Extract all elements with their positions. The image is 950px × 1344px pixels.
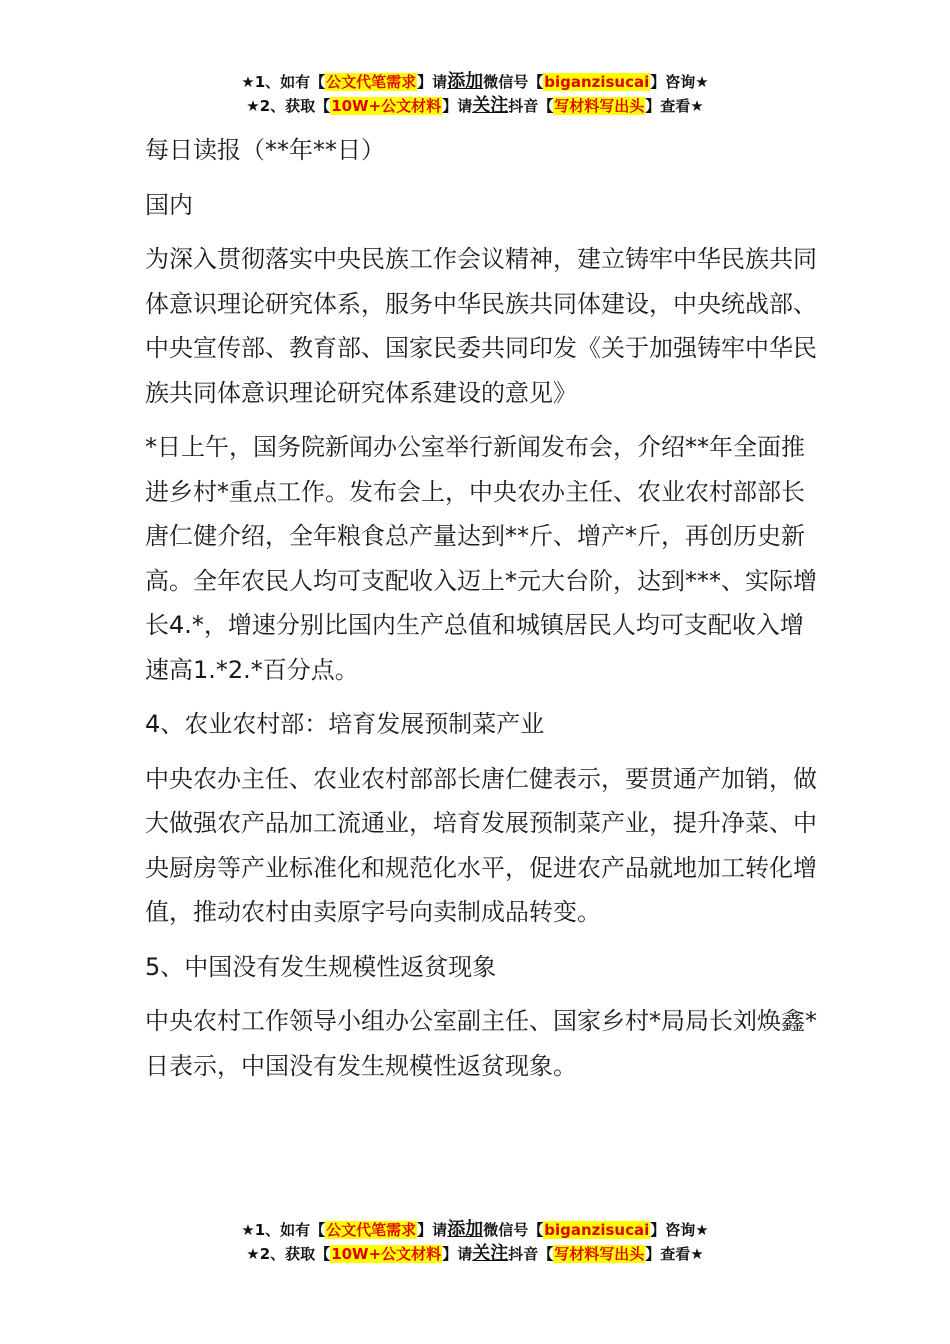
banner-wechat-id: biganzisucai (544, 1221, 650, 1239)
document-body (145, 128, 825, 1098)
section-heading: 国内 (145, 190, 193, 219)
footer-banner (0, 1218, 950, 1266)
banner-douyin-id: 写材料写出头 (554, 97, 645, 115)
banner-text: 】咨询★ (650, 1221, 709, 1239)
paragraph: *日上午，国务院新闻办公室举行新闻发布会，介绍**年全面推进乡村*重点工作。发布会上，中央农办主任、农业农村部部长唐仁健介绍，全年粮食总产量达到**斤、增产*斤，再创历史新高。全年农民人均可支配收入迈上*元大台阶，达到***、实际增长4.*，增速分别比国内生产总值和城镇居民人均可支配收入增速高1.*2.*百分点。 (145, 433, 817, 684)
banner-emphasis: 添加 (447, 71, 484, 92)
banner-line-2 (0, 94, 950, 118)
item-heading: 5、中国没有发生规模性返贫现象 (145, 952, 497, 981)
banner-emphasis: 关注 (472, 1243, 509, 1264)
paragraph: 中央农村工作领导小组办公室副主任、国家乡村*局局长刘焕鑫*日表示，中国没有发生规模性返贫现象。 (145, 1007, 817, 1080)
banner-douyin-id: 写材料写出头 (554, 1245, 645, 1263)
banner-text: ★2、获取【 (246, 1245, 331, 1263)
paragraph: 中央农办主任、农业农村部部长唐仁健表示，要贯通产加销，做大做强农产品加工流通业，培育发展预制菜产业，提升净菜、中央厨房等产业标准化和规范化水平，促进农产品就地加工转化增值，推动农村由卖原字号向卖制成品转变。 (145, 764, 817, 926)
banner-text: 抖音【 (508, 97, 554, 115)
doc-title: 每日读报（**年**日） (145, 136, 385, 164)
banner-line-1 (0, 1218, 950, 1242)
banner-wechat-id: biganzisucai (544, 73, 650, 91)
header-banner (0, 70, 950, 118)
banner-emphasis: 关注 (472, 95, 509, 116)
banner-text: 微信号【 (483, 73, 544, 91)
banner-highlight: 公文代笔需求 (326, 73, 417, 91)
banner-highlight: 10W+公文材料 (331, 97, 442, 115)
item-heading: 4、农业农村部：培育发展预制菜产业 (145, 710, 545, 738)
banner-line-1 (0, 70, 950, 94)
banner-text: 抖音【 (508, 1245, 554, 1263)
banner-text: 】请 (442, 1245, 473, 1263)
banner-text: 】请 (442, 97, 473, 115)
banner-text: 】查看★ (645, 97, 704, 115)
banner-text: 】查看★ (645, 1245, 704, 1263)
banner-text: ★1、如有【 (241, 1221, 326, 1239)
banner-text: 】请 (417, 73, 448, 91)
banner-highlight: 公文代笔需求 (326, 1221, 417, 1239)
banner-text: 】请 (417, 1221, 448, 1239)
banner-text: ★2、获取【 (246, 97, 331, 115)
banner-emphasis: 添加 (447, 1219, 484, 1240)
paragraph: 为深入贯彻落实中央民族工作会议精神，建立铸牢中华民族共同体意识理论研究体系，服务中华民族共同体建设，中央统战部、中央宣传部、教育部、国家民委共同印发《关于加强铸牢中华民族共同体意识理论研究体系建设的意见》 (145, 245, 817, 407)
banner-text: 微信号【 (483, 1221, 544, 1239)
banner-text: 】咨询★ (650, 73, 709, 91)
banner-line-2 (0, 1242, 950, 1266)
banner-text: ★1、如有【 (241, 73, 326, 91)
banner-highlight: 10W+公文材料 (331, 1245, 442, 1263)
